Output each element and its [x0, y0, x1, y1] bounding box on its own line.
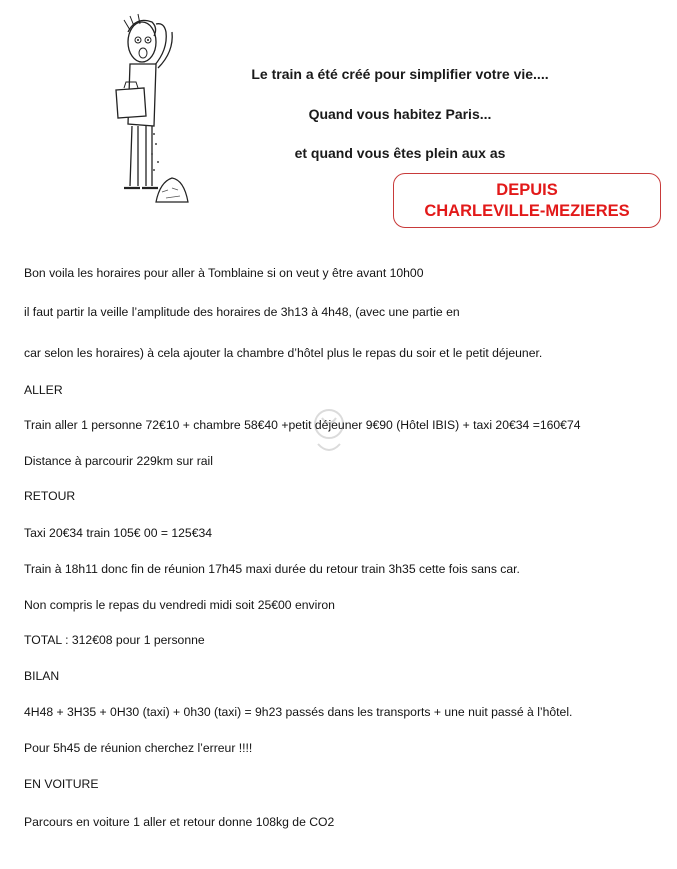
body-line-train-time: Train à 18h11 donc fin de réunion 17h45 maxi durée du retour train 3h35 cette fois sans car. — [24, 562, 520, 576]
headline-line-3: et quand vous êtes plein aux as — [294, 145, 506, 161]
badge-line-1: DEPUIS — [496, 180, 558, 199]
origin-badge — [393, 173, 661, 228]
body-line-total: TOTAL : 312€08 pour 1 personne — [24, 633, 205, 647]
badge-line-2: CHARLEVILLE-MEZIERES — [424, 201, 630, 220]
body-line-meeting: Pour 5h45 de réunion cherchez l’erreur !!!! — [24, 741, 253, 755]
section-heading-en-voiture: EN VOITURE — [24, 777, 99, 791]
section-heading-retour: RETOUR — [24, 489, 76, 503]
section-heading-aller: ALLER — [24, 383, 63, 397]
body-line-2: il faut partir la veille l’amplitude des horaires de 3h13 à 4h48, (avec une partie en — [24, 305, 460, 319]
body-line-retour-cost: Taxi 20€34 train 105€ 00 = 125€34 — [24, 526, 213, 540]
headline-line-1: Le train a été créé pour simplifier votre vie.... — [251, 66, 549, 82]
body-line-bilan-hours: 4H48 + 3H35 + 0H30 (taxi) + 0h30 (taxi) = 9h23 passés dans les transports + une nuit passé à l’hôtel. — [24, 705, 573, 719]
body-line-aller-cost: Train aller 1 personne 72€10 + chambre 58€40 +petit déjeuner 9€90 (Hôtel IBIS) + taxi 20€34 =160€74 — [24, 418, 581, 432]
body-line-car-co2: Parcours en voiture 1 aller et retour donne 108kg de CO2 — [24, 815, 335, 829]
body-line-3: car selon les horaires) à cela ajouter la chambre d’hôtel plus le repas du soir et le petit déjeuner. — [24, 346, 543, 360]
cartoon-traveler-illustration — [94, 6, 190, 214]
headline-line-2: Quand vous habitez Paris... — [308, 106, 492, 122]
body-line-1: Bon voila les horaires pour aller à Tomblaine si on veut y être avant 10h00 — [24, 266, 424, 280]
body-line-meal: Non compris le repas du vendredi midi soit 25€00 environ — [24, 598, 335, 612]
body-line-distance: Distance à parcourir 229km sur rail — [24, 454, 213, 468]
section-heading-bilan: BILAN — [24, 669, 60, 683]
